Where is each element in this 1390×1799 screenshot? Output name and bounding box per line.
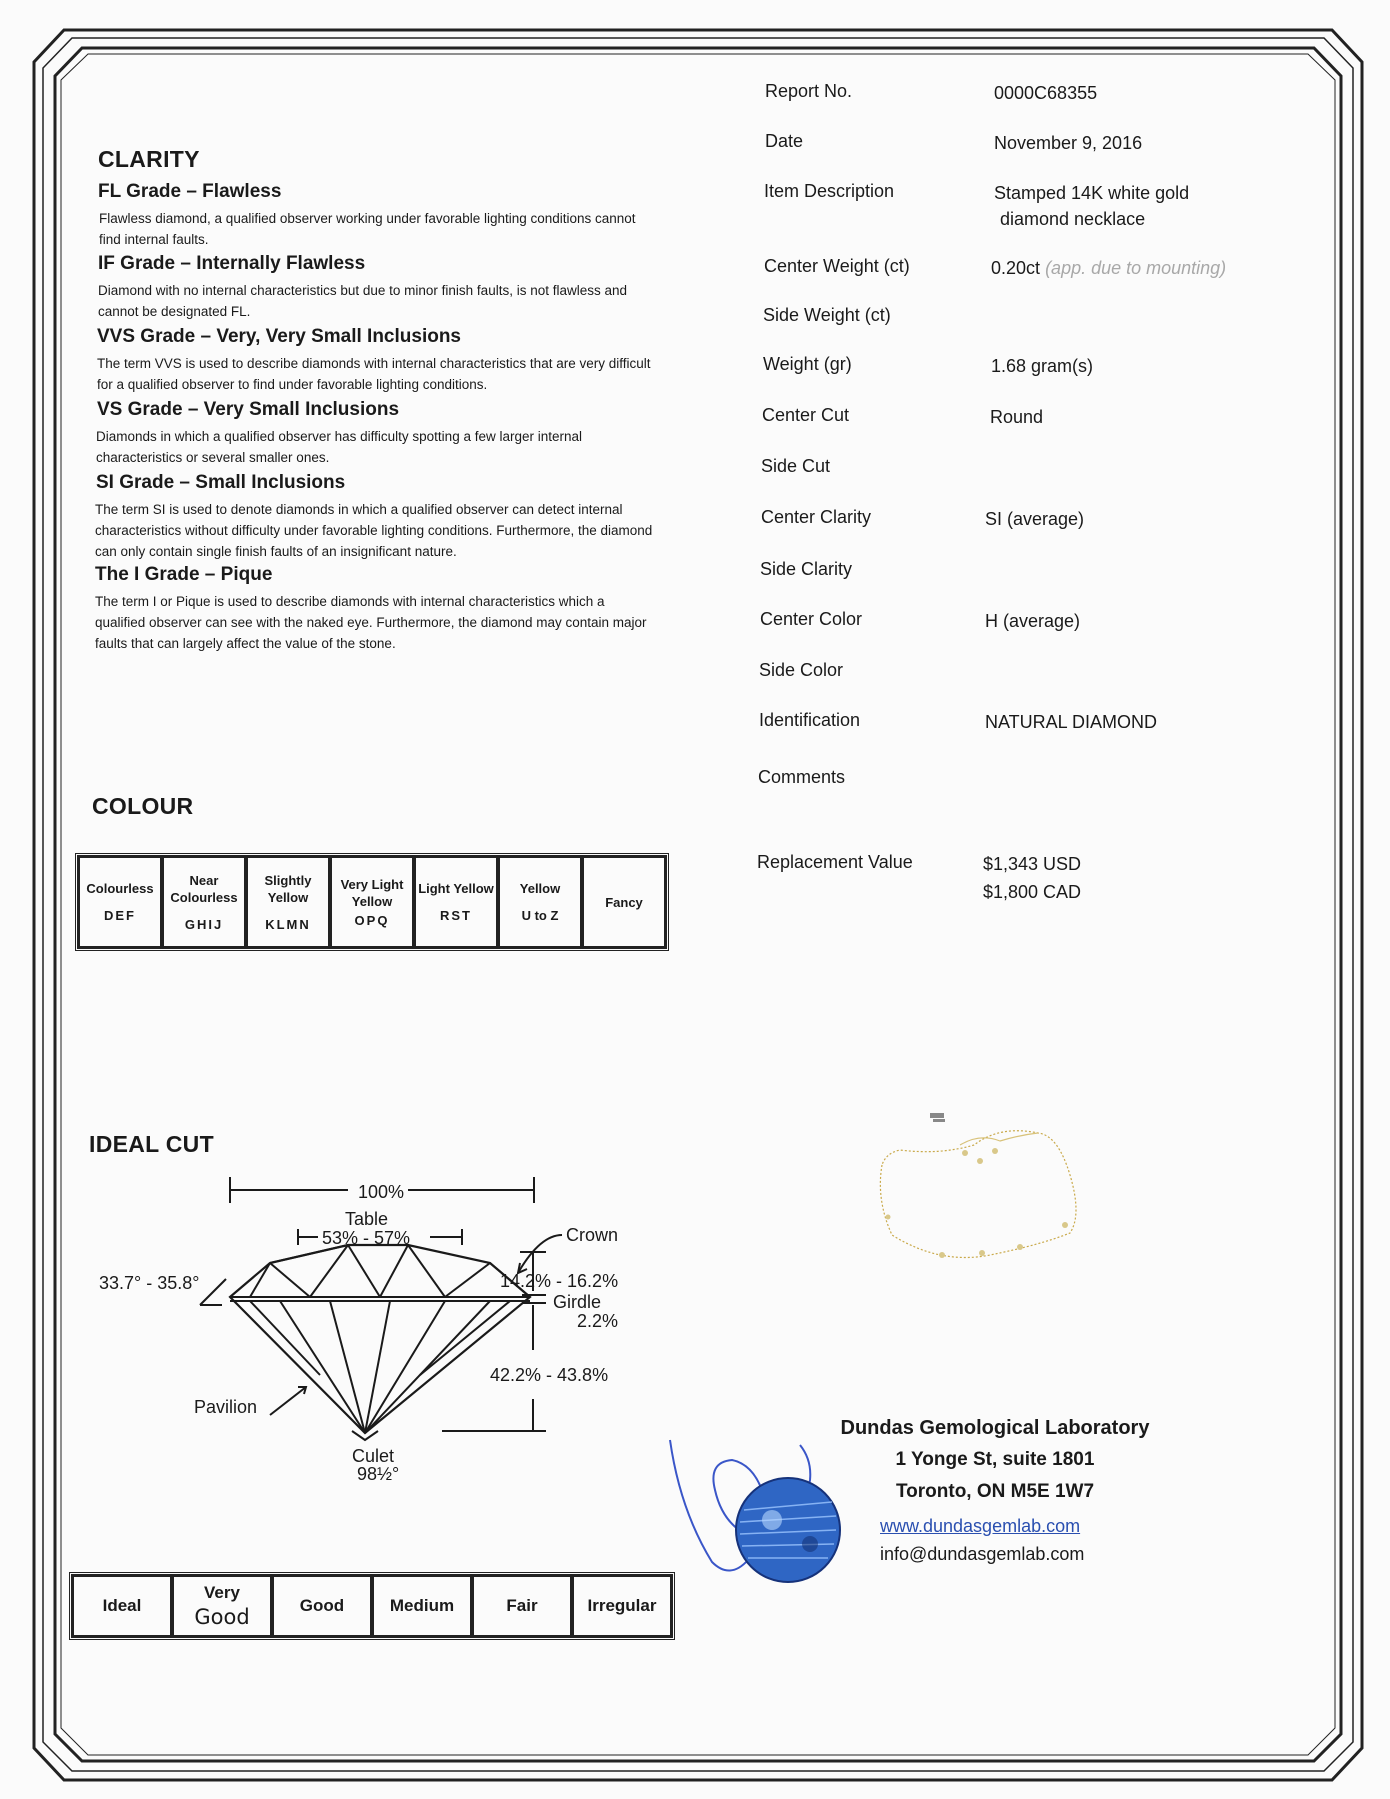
center-weight-label: Center Weight (ct) <box>764 256 910 276</box>
center-cut-label: Center Cut <box>762 405 850 425</box>
colour-cell <box>582 856 666 948</box>
report-no-label: Report No. <box>765 81 853 101</box>
grade-text-i: The term I or Pique is used to describe diamonds with internal characteristics which a qualified observer can see with the naked eye. Furthermore, the diamond may contain major faults that can largely affect the value of the stone. <box>95 594 647 651</box>
colour-scale-table <box>75 853 669 951</box>
colour-cell <box>414 856 498 948</box>
girdle-label: Girdle <box>553 1292 602 1312</box>
colour-letters: RST <box>440 908 472 923</box>
lab-email: info@dundasgemlab.com <box>880 1544 1085 1564</box>
colour-label: Light Yellow <box>418 881 494 896</box>
identification-label: Identification <box>759 710 861 730</box>
width-pct-label: 100% <box>358 1182 405 1202</box>
handwritten-grade: Good <box>194 1605 250 1629</box>
crown-angle-label: 33.7° - 35.8° <box>99 1273 200 1293</box>
colour-scale-row <box>78 856 666 948</box>
colour-label: Very Light Yellow <box>340 876 404 909</box>
cut-grade-cell: Good <box>272 1575 372 1637</box>
lab-address-line1: 1 Yonge St, suite 1801 <box>895 1449 1095 1470</box>
item-description-label: Item Description <box>764 181 895 201</box>
colour-heading: COLOUR <box>92 793 194 819</box>
replacement-value-cad: $1,800 CAD <box>983 882 1082 902</box>
table-label: Table <box>345 1209 389 1229</box>
colour-cell <box>78 856 162 948</box>
center-weight-value <box>991 256 1226 281</box>
side-cut-label: Side Cut <box>761 456 831 476</box>
grade-title-i: The I Grade – Pique <box>95 564 273 585</box>
lab-website-link[interactable]: www.dundasgemlab.com <box>880 1516 1081 1536</box>
hologram-seal <box>660 1420 860 1590</box>
cut-grade-row <box>72 1575 672 1637</box>
item-description-value: Stamped 14K white gold <box>994 183 1190 203</box>
crown-height-label: 14.2% - 16.2% <box>500 1271 619 1291</box>
grade-text-fl: Flawless diamond, a qualified observer working under favorable lighting conditions cannot find internal faults. <box>99 211 636 247</box>
cut-grade-cell: Ideal <box>72 1575 172 1637</box>
girdle-value-label: 2.2% <box>577 1311 619 1331</box>
colour-cell <box>162 856 246 948</box>
center-cut-value: Round <box>990 407 1044 427</box>
side-color-label: Side Color <box>759 660 844 680</box>
colour-cell <box>498 856 582 948</box>
pavilion-depth-label: 42.2% - 43.8% <box>490 1365 609 1385</box>
cut-grade-table <box>69 1572 675 1640</box>
colour-letters: GHIJ <box>184 916 224 932</box>
lab-address-line2: Toronto, ON M5E 1W7 <box>895 1481 1095 1502</box>
grade-title-si: SI Grade – Small Inclusions <box>96 472 346 493</box>
grade-title-fl: FL Grade – Flawless <box>98 181 282 202</box>
colour-label: Fancy <box>605 894 643 910</box>
colour-letters: U to Z <box>521 908 559 923</box>
colour-letters: DEF <box>104 908 136 923</box>
cut-grade-label: Very <box>204 1583 240 1602</box>
weight-gr-value: 1.68 gram(s) <box>991 356 1094 376</box>
cut-grade-cell: Medium <box>372 1575 472 1637</box>
date-label: Date <box>765 131 804 151</box>
colour-label: Near Colourless <box>170 872 238 905</box>
colour-cell <box>330 856 414 948</box>
center-clarity-value: SI (average) <box>985 509 1085 529</box>
colour-label: Colourless <box>86 881 154 896</box>
side-weight-label: Side Weight (ct) <box>763 305 891 325</box>
clarity-heading: CLARITY <box>98 146 200 172</box>
item-description-value-line2: diamond necklace <box>1000 209 1146 229</box>
center-clarity-label: Center Clarity <box>761 507 872 527</box>
grade-title-vvs: VVS Grade – Very, Very Small Inclusions <box>97 326 461 347</box>
date-value: November 9, 2016 <box>994 133 1143 153</box>
necklace-photo <box>870 1105 1110 1275</box>
cut-grade-cell: Fair <box>472 1575 572 1637</box>
grade-title-vs: VS Grade – Very Small Inclusions <box>97 399 400 420</box>
cut-grade-cell: Irregular <box>572 1575 672 1637</box>
grade-text-if: Diamond with no internal characteristics but due to minor finish faults, is not flawless and cannot be designated FL. <box>98 283 628 319</box>
ideal-cut-diagram <box>90 1165 690 1540</box>
colour-cell <box>246 856 330 948</box>
side-clarity-label: Side Clarity <box>760 559 853 579</box>
grade-text-vvs: The term VVS is used to describe diamonds with internal characteristics that are very difficult for a qualified observer to find under favorable lighting conditions. <box>97 356 651 392</box>
culet-label: Culet <box>352 1446 395 1466</box>
colour-letters: OPQ <box>354 912 390 928</box>
identification-value: NATURAL DIAMOND <box>985 712 1158 732</box>
lab-name: Dundas Gemological Laboratory <box>840 1417 1150 1439</box>
comments-label: Comments <box>758 767 846 787</box>
center-weight-note: (app. due to mounting) <box>1045 258 1227 278</box>
center-color-value: H (average) <box>985 611 1081 631</box>
report-no-value: 0000C68355 <box>994 83 1098 103</box>
center-color-label: Center Color <box>760 609 863 629</box>
grade-text-si: The term SI is used to denote diamonds in which a qualified observer can detect internal characteristics without difficulty under favorable lighting conditions. Furthermore, the diamond can only contain single finish faults of an insignificant nature. <box>95 502 653 559</box>
culet-value-label: 98½° <box>357 1464 400 1484</box>
table-range-label: 53% - 57% <box>322 1228 411 1248</box>
crown-label: Crown <box>566 1225 619 1245</box>
center-weight-amount: 0.20ct <box>991 258 1041 278</box>
colour-label: Slightly Yellow <box>264 872 312 905</box>
colour-label: Yellow <box>519 881 561 896</box>
grade-title-if: IF Grade – Internally Flawless <box>98 253 366 274</box>
colour-letters: KLMN <box>265 916 311 932</box>
replacement-value-label: Replacement Value <box>757 852 913 872</box>
pavilion-label: Pavilion <box>194 1397 258 1417</box>
ideal-cut-heading: IDEAL CUT <box>89 1131 214 1157</box>
cut-grade-cell-selected <box>172 1575 272 1637</box>
replacement-value-usd: $1,343 USD <box>983 854 1082 874</box>
grade-text-vs: Diamonds in which a qualified observer has difficulty spotting a few larger internal characteristics or several smaller ones. <box>96 429 583 465</box>
weight-gr-label: Weight (gr) <box>763 354 852 374</box>
